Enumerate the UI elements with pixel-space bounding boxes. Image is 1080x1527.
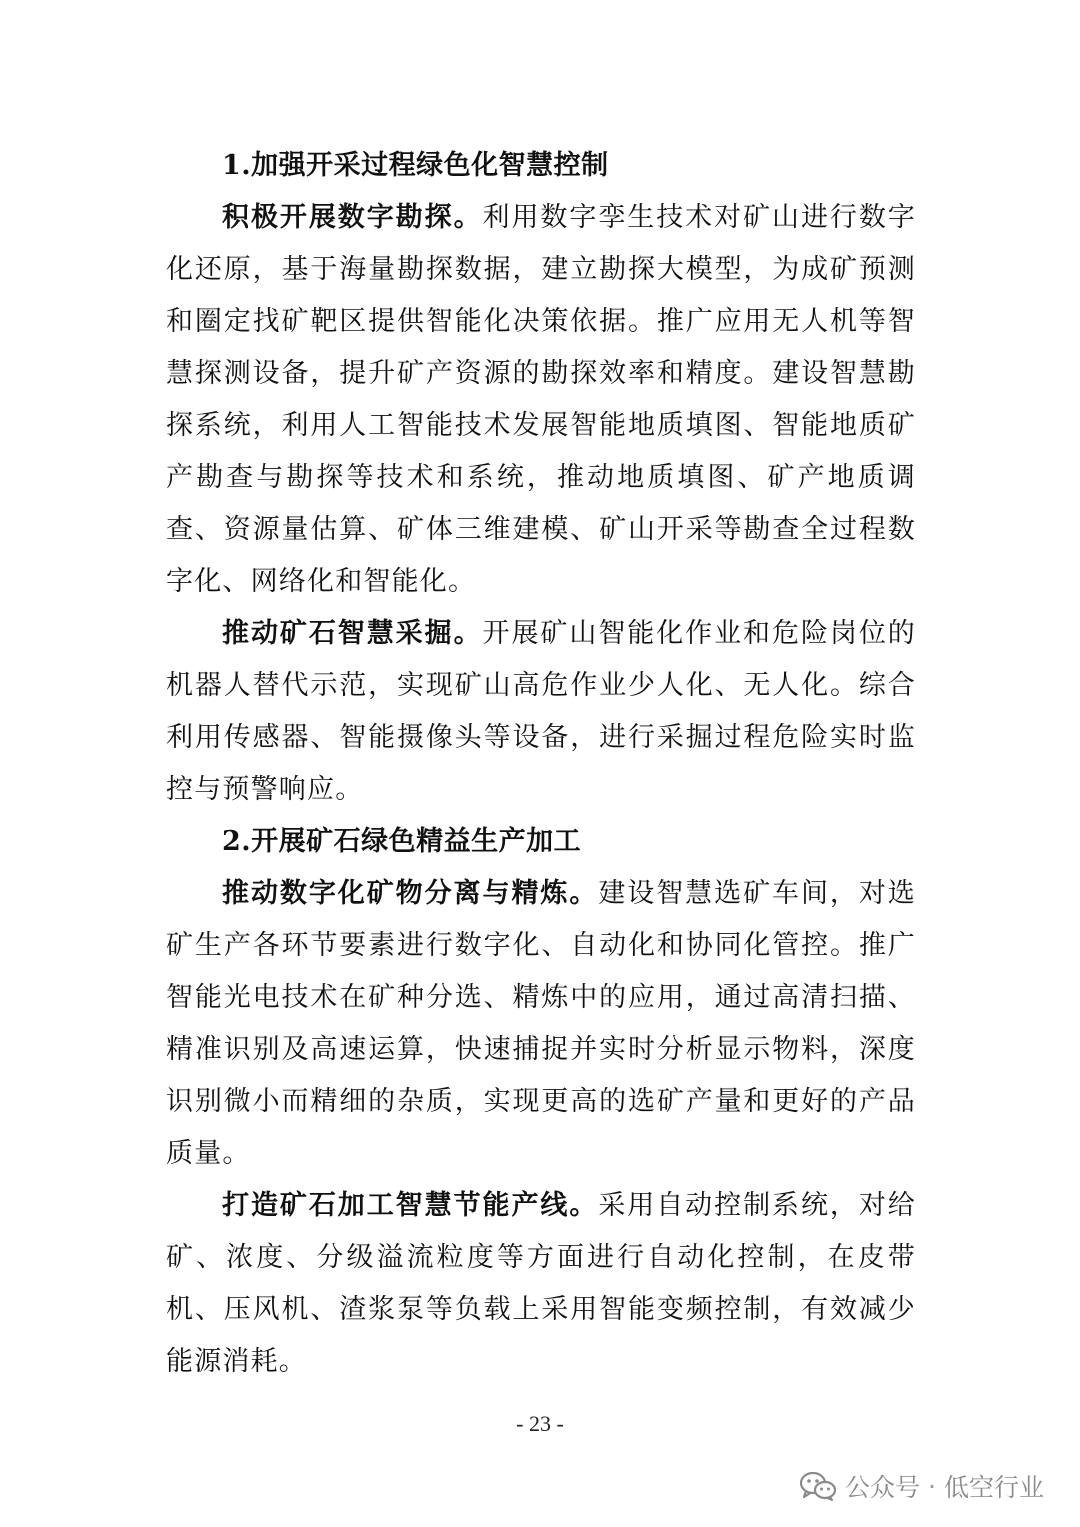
- paragraph-body: 建设智慧选矿车间，对选矿生产各环节要素进行数字化、自动化和协同化管控。推广智能光电技术在矿种分选、精炼中的应用，通过高清扫描、精准识别及高速运算，快速捕捉并实时分析显示物料，深度识别微小而精细的杂质，实现更高的选矿产量和更好的产品质量。: [166, 878, 917, 1169]
- paragraph-smart-mining: [166, 608, 916, 816]
- paragraph-lead: 积极开展数字勘探。: [222, 202, 483, 233]
- paragraph-lead: 推动矿石智慧采掘。: [222, 618, 483, 649]
- document-body: [166, 140, 916, 1388]
- watermark-account: 低空行业: [943, 1473, 1044, 1502]
- paragraph-body: 采用自动控制系统，对给矿、浓度、分级溢流粒度等方面进行自动化控制，在皮带机、压风机、渣浆泵等负载上采用智能变频控制，有效减少能源消耗。: [166, 1190, 917, 1377]
- page-number: - 23 -: [516, 1411, 564, 1436]
- paragraph-lead: 打造矿石加工智慧节能产线。: [222, 1190, 599, 1221]
- paragraph-lead: 推动数字化矿物分离与精炼。: [222, 878, 599, 909]
- watermark-label: 公众号: [845, 1473, 921, 1502]
- paragraph-mineral-separation: [166, 868, 916, 1180]
- section-heading-1: 1.加强开采过程绿色化智慧控制: [222, 150, 609, 181]
- paragraph-body: 开展矿山智能化作业和危险岗位的机器人替代示范，实现矿山高危作业少人化、无人化。综合利用传感器、智能摄像头等设备，进行采掘过程危险实时监控与预警响应。: [166, 618, 916, 805]
- paragraph-energy-saving-line: [166, 1180, 916, 1388]
- wechat-icon: [799, 1471, 837, 1501]
- watermark-separator: ·: [928, 1471, 936, 1501]
- section-heading-2: 2.开展矿石绿色精益生产加工: [222, 826, 582, 857]
- paragraph-digital-exploration: [166, 192, 916, 608]
- paragraph-body: 利用数字孪生技术对矿山进行数字化还原，基于海量勘探数据，建立勘探大模型，为成矿预测和圈定找矿靶区提供智能化决策依据。推广应用无人机等智慧探测设备，提升矿产资源的勘探效率和精度。建设智慧勘探系统，利用人工智能技术发展智能地质填图、智能地质矿产勘查与勘探等技术和系统，推动地质填图、矿产地质调查、资源量估算、矿体三维建模、矿山开采等勘查全过程数字化、网络化和智能化。: [166, 202, 916, 597]
- wechat-watermark: [799, 1468, 1044, 1504]
